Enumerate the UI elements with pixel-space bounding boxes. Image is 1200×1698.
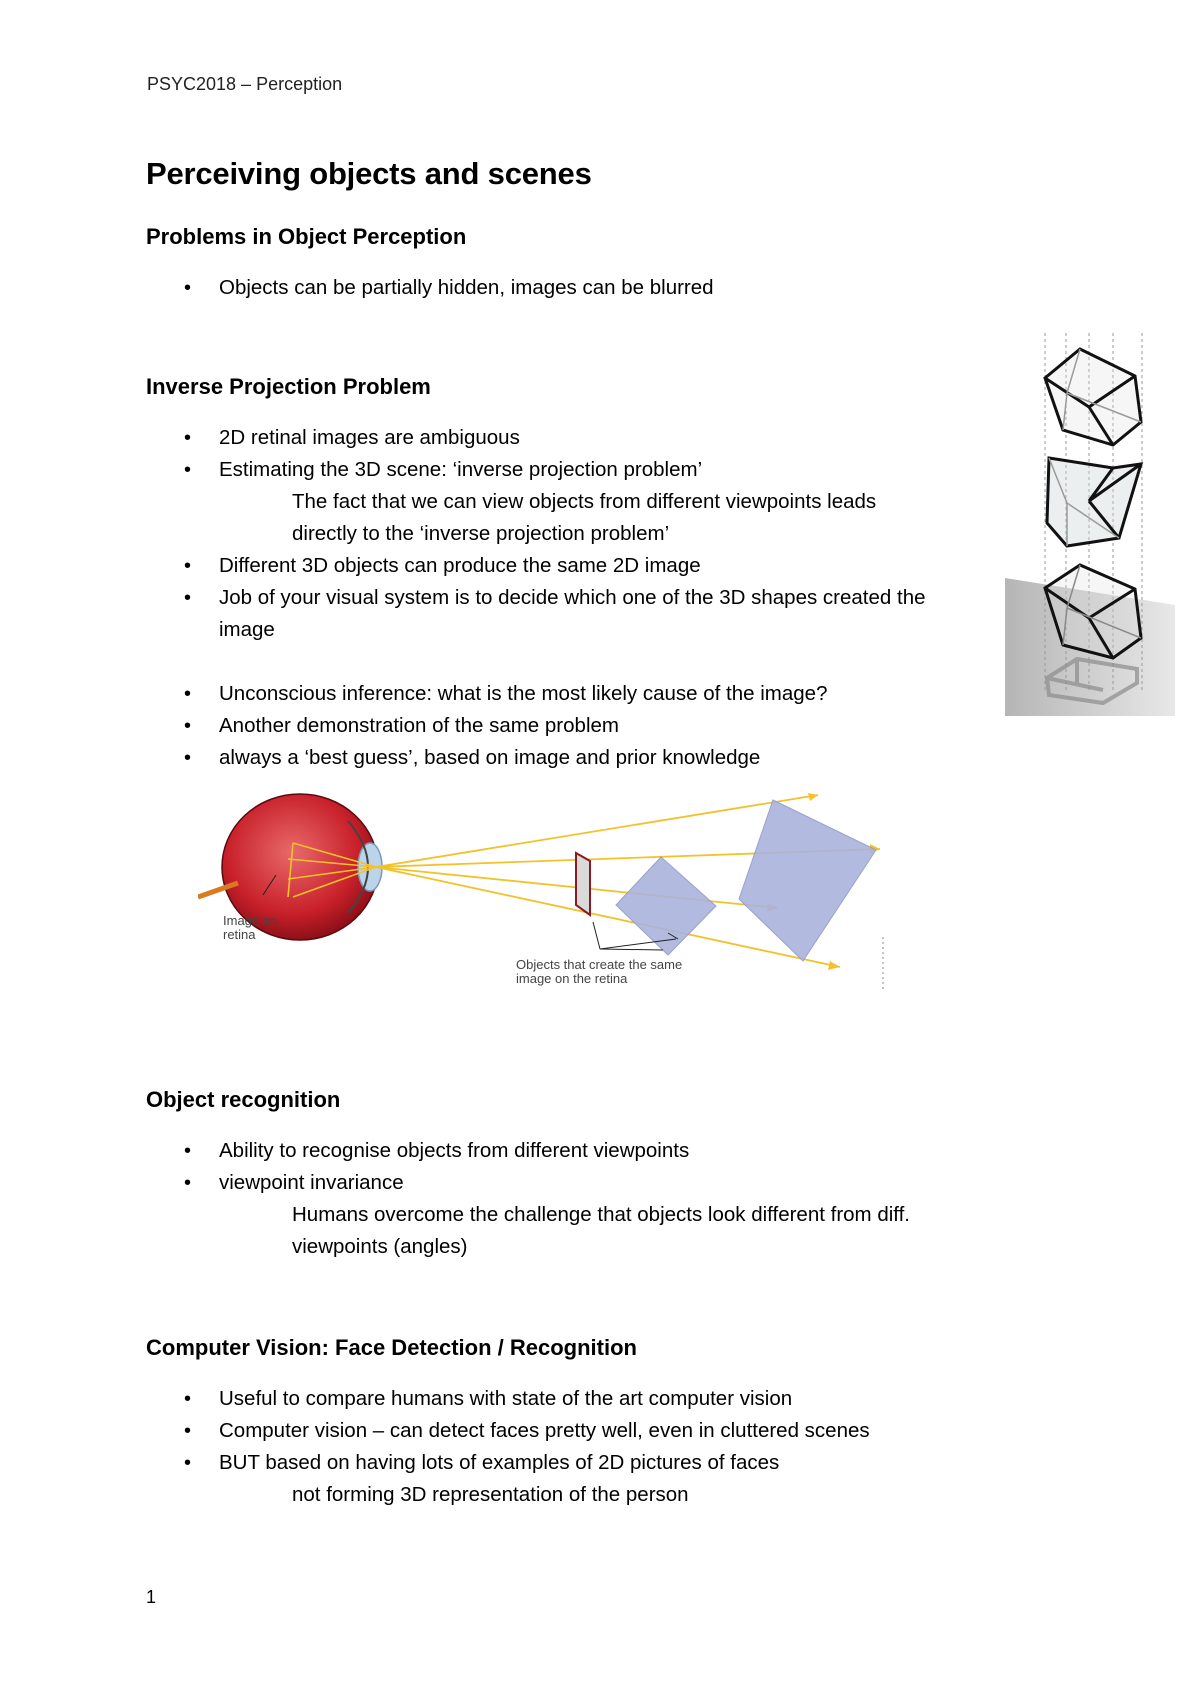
list-object-recognition bbox=[0, 1135, 982, 1263]
course-header: PSYC2018 – Perception bbox=[147, 74, 343, 94]
list-inverse-projection bbox=[0, 422, 989, 774]
list-computer-vision bbox=[0, 1383, 982, 1511]
list-item: • Useful to compare humans with state of the art computer vision bbox=[0, 1383, 979, 1415]
label-objects-same-image-line1: Objects that create the same bbox=[516, 957, 683, 972]
list-item: • Estimating the 3D scene: ‘inverse projection problem’ bbox=[0, 454, 979, 486]
list-item: • Unconscious inference: what is the most likely cause of the image? bbox=[0, 678, 979, 710]
list-item: • BUT based on having lots of examples of 2D pictures of faces bbox=[0, 1447, 979, 1479]
list-item: • Ability to recognise objects from different viewpoints bbox=[0, 1135, 979, 1167]
ambiguous-cubes-figure bbox=[1005, 333, 1175, 716]
list-item-continuation: image bbox=[219, 618, 275, 641]
list-subtext: The fact that we can view objects from different viewpoints leads bbox=[292, 490, 877, 513]
list-problems bbox=[0, 272, 979, 304]
list-item: • always a ‘best guess’, based on image and prior knowledge bbox=[0, 742, 979, 774]
list-subtext: directly to the ‘inverse projection problem’ bbox=[292, 522, 670, 545]
list-subtext: not forming 3D representation of the person bbox=[292, 1483, 689, 1506]
list-item: • Different 3D objects can produce the same 2D image bbox=[0, 550, 979, 582]
heading-object-recognition: Object recognition bbox=[146, 1087, 341, 1112]
label-objects-same-image-line2: image on the retina bbox=[516, 971, 628, 986]
list-subtext: Humans overcome the challenge that objects look different from diff. bbox=[292, 1203, 910, 1226]
page-number: 1 bbox=[146, 1587, 157, 1607]
list-subtext: viewpoints (angles) bbox=[292, 1235, 468, 1258]
list-item: • Objects can be partially hidden, images can be blurred bbox=[0, 272, 979, 304]
list-item: • Another demonstration of the same problem bbox=[0, 710, 979, 742]
heading-computer-vision: Computer Vision: Face Detection / Recognition bbox=[146, 1335, 637, 1360]
heading-inverse-projection: Inverse Projection Problem bbox=[146, 374, 431, 399]
small-object bbox=[576, 853, 590, 915]
page-title: Perceiving objects and scenes bbox=[146, 156, 592, 191]
label-image-on-retina-line2: retina bbox=[223, 927, 256, 942]
heading-problems: Problems in Object Perception bbox=[146, 224, 467, 249]
cube-1 bbox=[1045, 349, 1141, 445]
list-item: • Job of your visual system is to decide which one of the 3D shapes created the bbox=[0, 582, 989, 614]
list-item: • 2D retinal images are ambiguous bbox=[0, 422, 979, 454]
list-item: • Computer vision – can detect faces pretty well, even in cluttered scenes bbox=[0, 1415, 979, 1447]
spacer bbox=[0, 646, 979, 678]
label-image-on-retina-line1: Image on bbox=[223, 913, 278, 928]
large-object bbox=[739, 800, 876, 961]
list-item: • viewpoint invariance bbox=[0, 1167, 979, 1199]
cube-2 bbox=[1047, 458, 1141, 546]
